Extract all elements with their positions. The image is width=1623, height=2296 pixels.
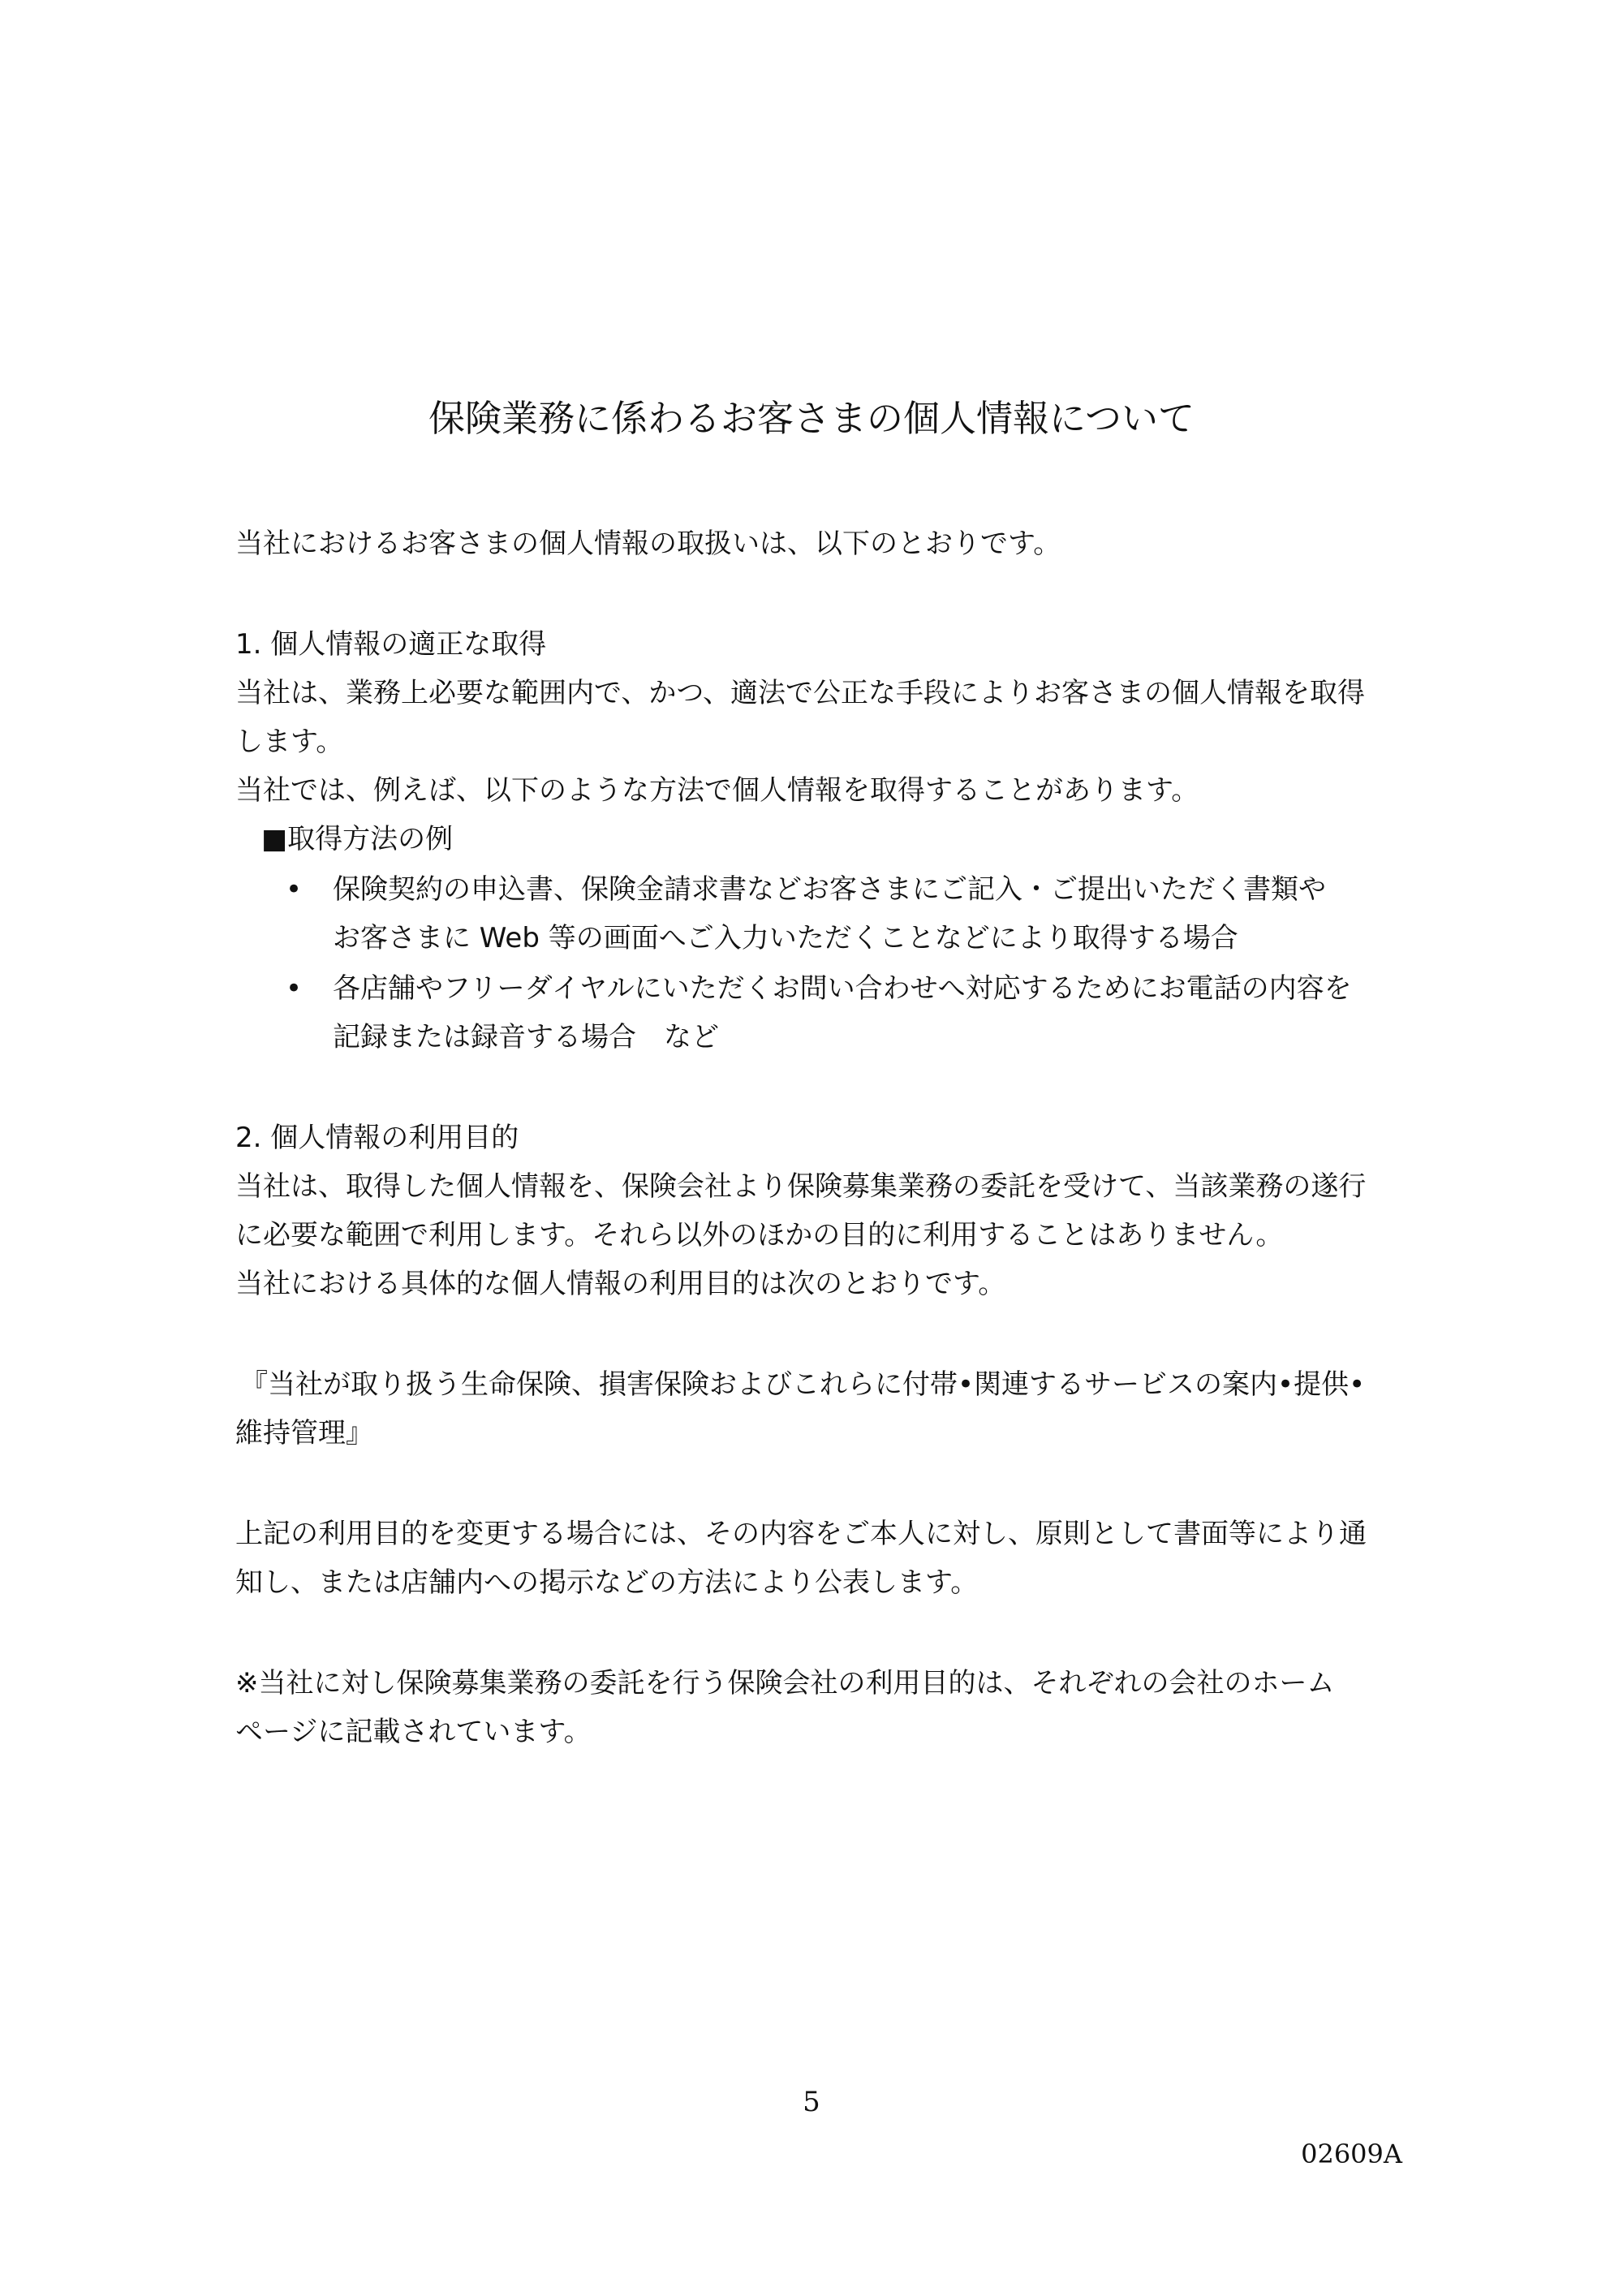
note-line: ※当社に対し保険募集業務の委託を行う保険会社の利用目的は、それぞれの会社のホーム [235, 1667, 1335, 1699]
list-item-text-line: 保険契約の申込書、保険金請求書などお客さまにご記入・ご提出いただく書類や [333, 873, 1326, 906]
change-notice-line: 上記の利用目的を変更する場合には、その内容をご本人に対し、原則として書面等により通 [235, 1518, 1367, 1550]
section-2-paragraph-line: 当社における具体的な個人情報の利用目的は次のとおりです。 [235, 1268, 1006, 1300]
section-1-heading: 1. 個人情報の適正な取得 [235, 628, 547, 661]
page-number: 5 [803, 2086, 820, 2118]
acquisition-methods-subheading: ■取得方法の例 [261, 823, 454, 855]
section-2-paragraph-line: 当社は、取得した個人情報を、保険会社より保険募集業務の委託を受けて、当該業務の遂行 [235, 1170, 1367, 1203]
page-title: 保険業務に係わるお客さまの個人情報について [428, 397, 1195, 440]
purpose-statement-line: 維持管理』 [235, 1417, 373, 1450]
list-item-text-line: お客さまに Web 等の画面へご入力いただくことなどにより取得する場合 [333, 922, 1238, 954]
section-2-heading: 2. 個人情報の利用目的 [235, 1122, 519, 1154]
note-line: ページに記載されています。 [235, 1716, 592, 1748]
purpose-statement-line: 『当社が取り扱う生命保険、損害保険およびこれらに付帯•関連するサービスの案内•提供• [240, 1368, 1366, 1401]
section-2-paragraph-line: に必要な範囲で利用します。それら以外のほかの目的に利用することはありません。 [235, 1219, 1284, 1251]
list-item-text-line: 各店舗やフリーダイヤルにいただくお問い合わせへ対応するためにお電話の内容を [333, 972, 1352, 1005]
list-item-text-line: 記録または録音する場合 など [333, 1021, 719, 1053]
change-notice-line: 知し、または店舗内への掲示などの方法により公表します。 [235, 1566, 979, 1599]
section-1-paragraph-line: 当社は、業務上必要な範囲内で、かつ、適法で公正な手段によりお客さまの個人情報を取得 [235, 677, 1365, 709]
section-1-paragraph-line: 当社では、例えば、以下のような方法で個人情報を取得することがあります。 [235, 774, 1199, 807]
bullet-icon: • [286, 972, 303, 1005]
intro-text: 当社におけるお客さまの個人情報の取扱いは、以下のとおりです。 [235, 528, 1061, 560]
bullet-icon: • [286, 873, 303, 906]
document-code: 02609A [1301, 2139, 1402, 2169]
section-1-paragraph-line: します。 [235, 726, 344, 758]
